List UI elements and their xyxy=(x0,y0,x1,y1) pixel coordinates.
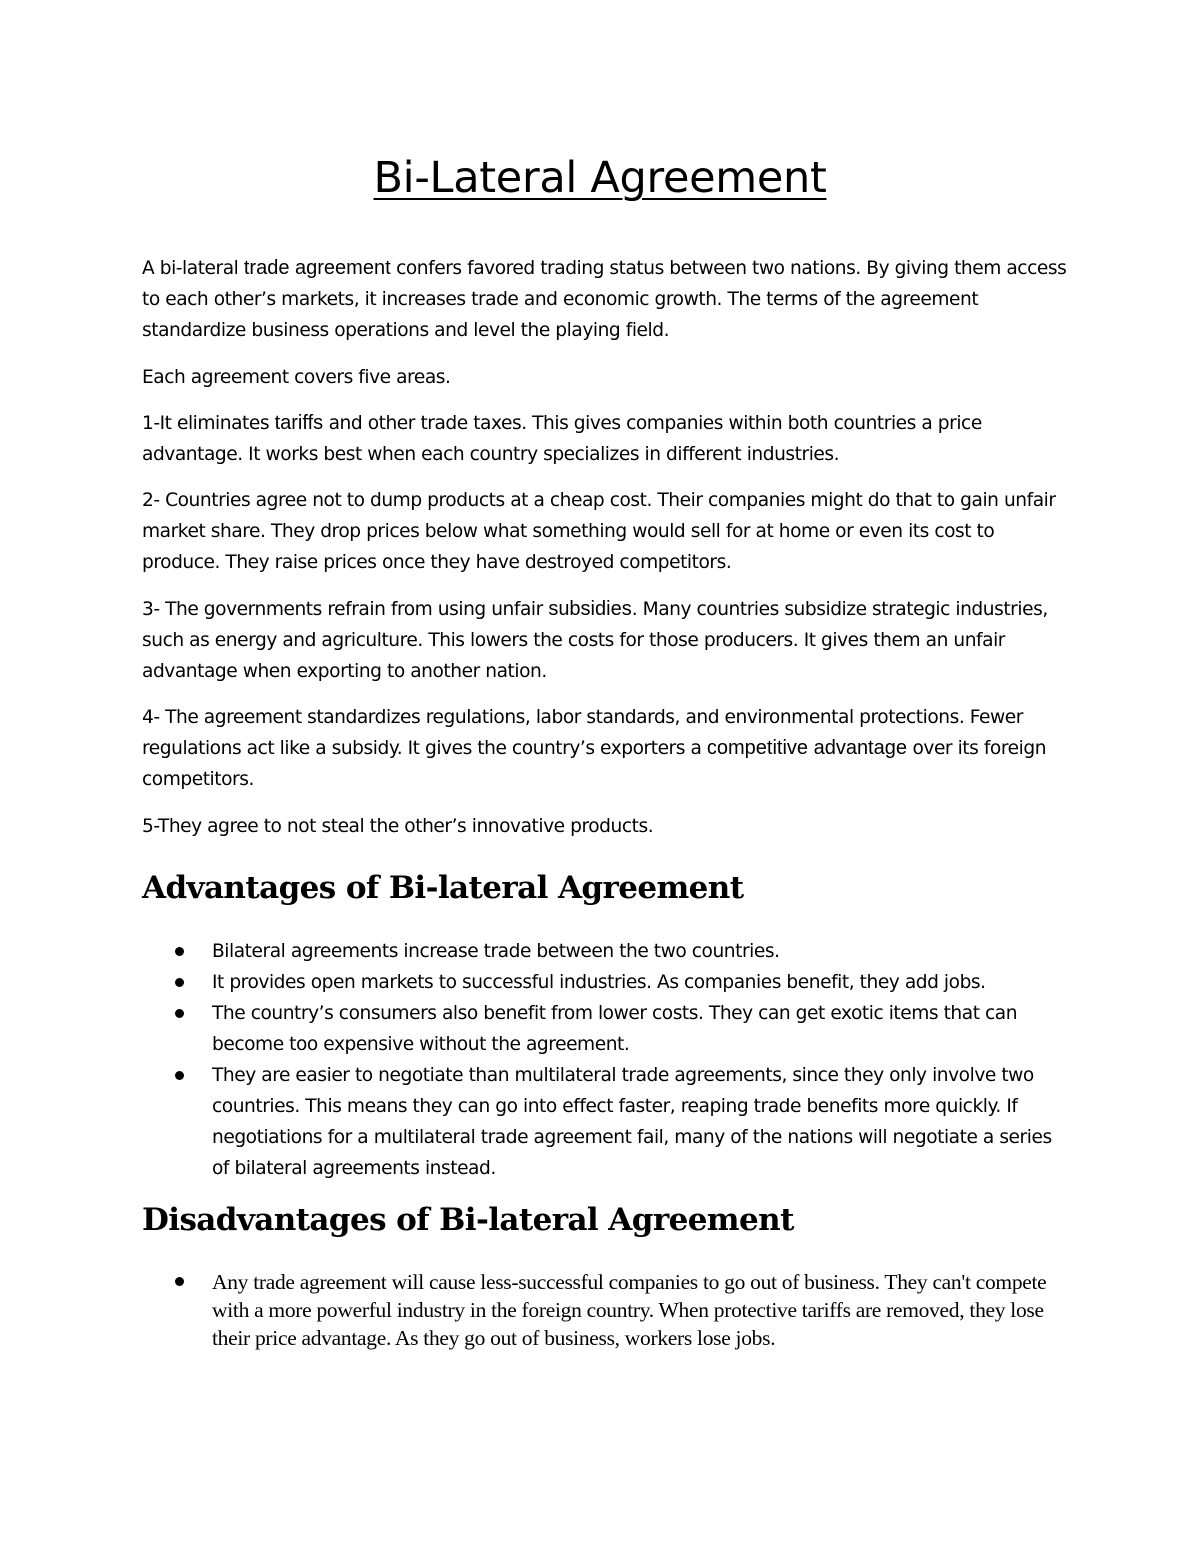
advantage-text: They are easier to negotiate than multilateral trade agreements, since they only involve two countries. This means they can go into effect faster, reaping trade benefits more quickly. If negotiations for a multilateral trade agreement fail, many of the nations will negotiate a series of bilateral agreements instead. xyxy=(212,1065,1052,1179)
tariffs-term: tariffs xyxy=(274,412,324,434)
point-1-end: and other trade taxes. This gives companies within both countries a price advantage. It works best when each country specializes in different industries. xyxy=(142,413,982,465)
point-3-end: . Many countries subsidize strategic industries, such as energy and agriculture. This lowers the costs for those producers. It gives them an unfair advantage when exporting to another nation. xyxy=(142,599,1048,682)
bullet-icon xyxy=(175,978,184,987)
advantages-list xyxy=(142,936,1067,1184)
point-2: 2- Countries agree not to dump products at a cheap cost. Their companies might do that to gain unfair market share. They drop prices below what something would sell for at home or even its cost to produce. They raise prices once they have destroyed competitors. xyxy=(142,490,1056,573)
point-5: 5-They agree to not steal the other’s innovative products. xyxy=(142,816,654,837)
list-item xyxy=(142,1060,1067,1184)
point-4 xyxy=(142,702,1077,795)
intro-text-start: A bi-lateral xyxy=(142,258,244,279)
trade-agreement-term: trade agreement xyxy=(243,257,391,279)
bullet-icon xyxy=(175,947,184,956)
point-3-start: 3- The governments refrain from using unfair xyxy=(142,599,549,620)
subsidies-term: subsidies xyxy=(548,598,632,620)
list-item xyxy=(142,936,1067,967)
advantage-text: The country’s consumers also benefit from lower costs. They can get exotic items that can become too expensive without the agreement. xyxy=(212,1003,1018,1055)
list-item xyxy=(142,1268,1067,1352)
point-1-start: 1-It eliminates xyxy=(142,413,275,434)
disadvantages-heading: Disadvantages of Bi-lateral Agreement xyxy=(142,1202,794,1238)
bullet-icon xyxy=(175,1009,184,1018)
list-item xyxy=(142,967,1067,998)
point-1 xyxy=(142,408,1077,470)
point-4-start: 4- The agreement standardizes regulations, labor standards, and environmental protections. Fewer regulations act like a subsidy. It gives the country’s exporters a xyxy=(142,707,1023,759)
disadvantages-list xyxy=(142,1268,1067,1352)
point-3 xyxy=(142,594,1077,687)
advantage-text: Bilateral agreements increase trade between the two countries. xyxy=(212,941,780,962)
point-4-end: over its foreign competitors. xyxy=(142,738,1047,790)
bullet-icon xyxy=(175,1277,184,1286)
intro-text-end: confers favored trading status between two nations. By giving them access to each other’s markets, it increases trade and economic growth. The terms of the agreement standardize business operations and level the playing field. xyxy=(142,258,1067,341)
disadvantage-text: Any trade agreement will cause less-successful companies to go out of business. They can't compete with a more powerful industry in the foreign country. When protective tariffs are removed, they lose their price advantage. As they go out of business, workers lose jobs. xyxy=(212,1270,1047,1350)
list-item xyxy=(142,998,1067,1060)
intro-paragraph xyxy=(142,253,1077,346)
advantages-heading: Advantages of Bi-lateral Agreement xyxy=(142,870,744,906)
competitive-advantage-term: competitive advantage xyxy=(706,737,907,759)
document-title: Bi-Lateral Agreement xyxy=(373,153,827,203)
areas-intro: Each agreement covers five areas. xyxy=(142,367,451,388)
advantage-text: It provides open markets to successful industries. As companies benefit, they add jobs. xyxy=(212,972,986,993)
bullet-icon xyxy=(175,1071,184,1080)
